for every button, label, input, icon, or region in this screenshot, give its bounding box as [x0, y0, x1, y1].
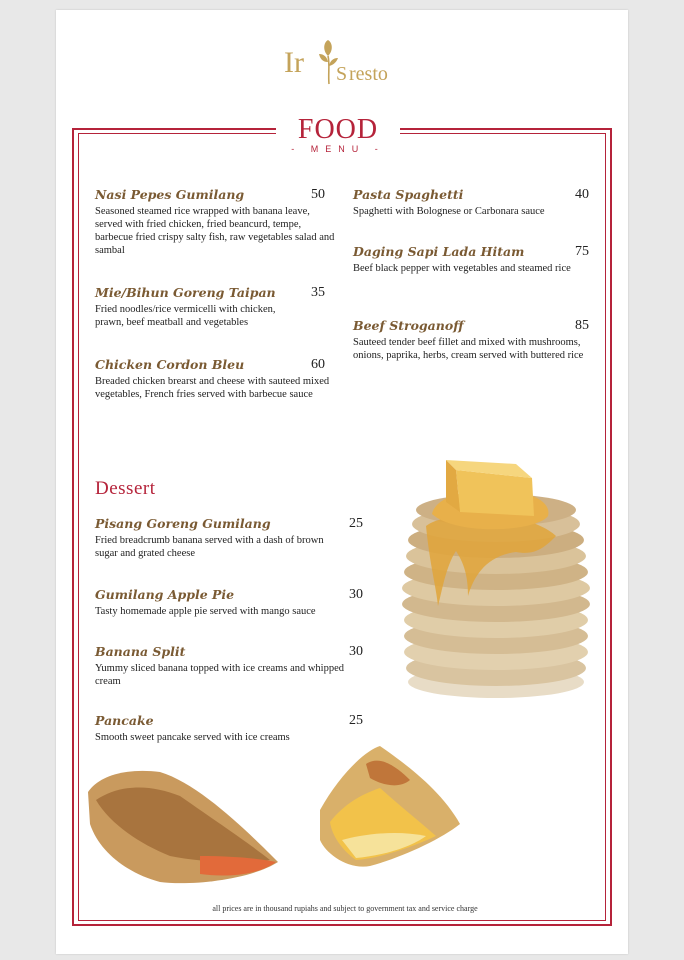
dessert-item-apple-pie	[95, 587, 365, 618]
item-desc: Yummy sliced banana topped with ice creams and whipped cream	[95, 663, 345, 687]
food-title: FOOD	[297, 114, 379, 145]
price-footnote: all prices are in thousand rupiahs and subject to government tax and service charge	[212, 904, 478, 913]
item-desc: Breaded chicken brearst and cheese with sauteed mixed vegetables, French fries served with barbecue sauce	[95, 376, 330, 400]
dessert-item-pisang-goreng	[95, 516, 365, 560]
item-name: Beef Stroganoff	[353, 318, 464, 333]
food-item-mie-bihun	[95, 285, 335, 329]
dessert-item-banana-split	[95, 644, 365, 688]
item-desc: Sauteed tender beef fillet and mixed with mushrooms, onions, paprika, herbs, cream served with buttered rice	[353, 337, 584, 361]
food-item-nasi-pepes	[95, 187, 335, 257]
item-price: 25	[349, 713, 363, 728]
item-price: 50	[311, 187, 325, 202]
item-desc: Tasty homemade apple pie served with mango sauce	[95, 606, 316, 617]
item-name: Banana Split	[95, 644, 186, 659]
item-desc: Spaghetti with Bolognese or Carbonara sauce	[353, 206, 545, 217]
pancake-stack-illustration	[396, 456, 600, 706]
item-desc: Beef black pepper with vegetables and steamed rice	[353, 263, 571, 274]
food-item-stroganoff	[353, 318, 593, 362]
item-price: 60	[311, 357, 325, 372]
item-price: 75	[575, 244, 589, 259]
item-name: Pisang Goreng Gumilang	[95, 516, 271, 531]
item-price: 35	[311, 285, 325, 300]
item-name: Mie/Bihun Goreng Taipan	[95, 285, 276, 300]
food-item-cordon-bleu	[95, 357, 335, 401]
item-name: Gumilang Apple Pie	[95, 587, 235, 602]
item-name: Nasi Pepes Gumilang	[95, 187, 245, 202]
item-name: Pancake	[95, 713, 154, 728]
logo-s: S	[336, 63, 348, 85]
item-desc: Seasoned steamed rice wrapped with banana leave, served with fried chicken, fried beancurd, tempe, barbecue fried crispy salty fish, raw vegetables salad and sambal	[95, 206, 335, 256]
item-price: 25	[349, 516, 363, 531]
item-name: Chicken Cordon Bleu	[95, 357, 245, 372]
item-price: 85	[575, 318, 589, 333]
item-desc: Smooth sweet pancake served with ice creams	[95, 732, 290, 743]
menu-subtitle: - MENU -	[291, 144, 385, 154]
dessert-item-pancake	[95, 713, 365, 744]
item-price: 30	[349, 644, 363, 659]
item-price: 30	[349, 587, 363, 602]
item-desc: Fried breadcrumb banana served with a dash of brown sugar and grated cheese	[95, 535, 324, 559]
logo-text-main: Ir	[284, 46, 304, 79]
dessert-title: Dessert	[95, 478, 156, 499]
logo-text-rest: resto	[349, 63, 388, 85]
item-desc: Fried noodles/rice vermicelli with chicken, prawn, beef meatball and vegetables	[95, 304, 276, 328]
item-name: Daging Sapi Lada Hitam	[353, 244, 525, 259]
item-price: 40	[575, 187, 589, 202]
apple-pie-illustration	[80, 744, 500, 894]
food-item-daging-sapi	[353, 244, 593, 275]
food-item-pasta	[353, 187, 593, 218]
item-name: Pasta Spaghetti	[353, 187, 464, 202]
